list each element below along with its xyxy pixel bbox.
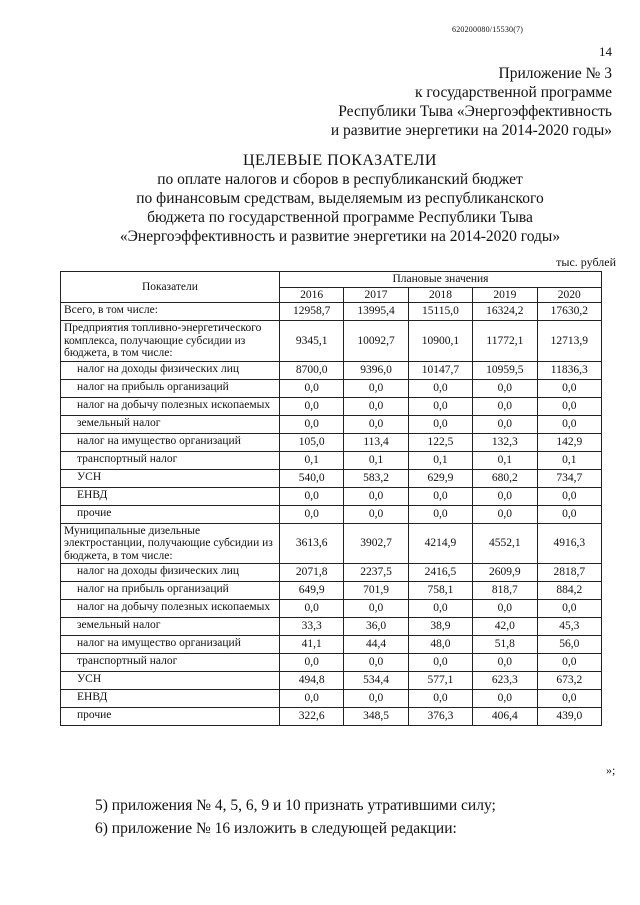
cell-value: 0,0	[408, 397, 472, 415]
table-row	[61, 690, 602, 708]
cell-value: 3613,6	[279, 523, 343, 564]
indicators-table	[60, 271, 602, 726]
cell-value: 0,0	[537, 654, 601, 672]
cell-value: 11772,1	[473, 321, 537, 362]
cell-value: 348,5	[344, 708, 408, 726]
cell-value: 9345,1	[279, 321, 343, 362]
cell-value: 0,0	[537, 397, 601, 415]
row-label: транспортный налог	[61, 451, 280, 469]
cell-value: 0,0	[537, 600, 601, 618]
cell-value: 439,0	[537, 708, 601, 726]
cell-value: 0,0	[473, 654, 537, 672]
cell-value: 0,0	[473, 397, 537, 415]
cell-value: 494,8	[279, 672, 343, 690]
cell-value: 3902,7	[344, 523, 408, 564]
table-row	[61, 523, 602, 564]
table-row	[61, 618, 602, 636]
cell-value: 17630,2	[537, 303, 601, 321]
cell-value: 36,0	[344, 618, 408, 636]
title-line: по оплате налогов и сборов в республиканский бюджет	[157, 171, 523, 188]
cell-value: 0,0	[408, 600, 472, 618]
paragraph-6: 6) приложение № 16 изложить в следующей редакции:	[95, 820, 457, 837]
cell-value: 15115,0	[408, 303, 472, 321]
cell-value: 4214,9	[408, 523, 472, 564]
cell-value: 8700,0	[279, 361, 343, 379]
cell-value: 0,0	[279, 487, 343, 505]
cell-value: 0,1	[279, 451, 343, 469]
cell-value: 12713,9	[537, 321, 601, 362]
table-row	[61, 433, 602, 451]
cell-value: 38,9	[408, 618, 472, 636]
cell-value: 0,0	[344, 415, 408, 433]
table-row	[61, 451, 602, 469]
cell-value: 0,1	[537, 451, 601, 469]
cell-value: 0,0	[473, 487, 537, 505]
cell-value: 818,7	[473, 582, 537, 600]
cell-value: 0,0	[537, 415, 601, 433]
cell-value: 0,0	[408, 379, 472, 397]
table-row	[61, 708, 602, 726]
cell-value: 0,0	[537, 505, 601, 523]
header-year: 2017	[344, 287, 408, 303]
document-title	[60, 151, 620, 246]
cell-value: 0,0	[279, 397, 343, 415]
cell-value: 0,1	[408, 451, 472, 469]
cell-value: 142,9	[537, 433, 601, 451]
table-body	[61, 303, 602, 726]
table-row	[61, 505, 602, 523]
cell-value: 0,0	[344, 600, 408, 618]
row-label: налог на доходы физических лиц	[61, 564, 280, 582]
title-line: «Энергоэффективность и развитие энергетики на 2014-2020 годы»	[119, 228, 561, 245]
cell-value: 0,0	[279, 379, 343, 397]
cell-value: 0,0	[344, 505, 408, 523]
header-year: 2016	[279, 287, 343, 303]
cell-value: 51,8	[473, 636, 537, 654]
cell-value: 33,3	[279, 618, 343, 636]
document-number: 620200080/15530(7)	[452, 25, 524, 34]
cell-value: 113,4	[344, 433, 408, 451]
cell-value: 623,3	[473, 672, 537, 690]
table-row	[61, 397, 602, 415]
cell-value: 0,0	[473, 690, 537, 708]
cell-value: 0,0	[473, 600, 537, 618]
table-row	[61, 303, 602, 321]
cell-value: 42,0	[473, 618, 537, 636]
cell-value: 0,0	[344, 690, 408, 708]
cell-value: 10147,7	[408, 361, 472, 379]
row-label: земельный налог	[61, 415, 280, 433]
cell-value: 0,1	[344, 451, 408, 469]
appendix-line: и развитие энергетики на 2014-2020 годы»	[330, 122, 612, 139]
unit-label: тыс. рублей	[556, 255, 616, 269]
closing-quote-mark: »;	[606, 763, 616, 777]
cell-value: 0,0	[408, 415, 472, 433]
table-row	[61, 379, 602, 397]
paragraph-5: 5) приложения № 4, 5, 6, 9 и 10 признать утратившими силу;	[95, 797, 496, 814]
row-label: Всего, в том числе:	[61, 303, 280, 321]
cell-value: 48,0	[408, 636, 472, 654]
cell-value: 649,9	[279, 582, 343, 600]
row-label: Муниципальные дизельные электростанции, получающие субсидии из бюджета, в том числе:	[61, 523, 280, 564]
cell-value: 2416,5	[408, 564, 472, 582]
row-label: налог на имущество организаций	[61, 636, 280, 654]
row-label: налог на прибыль организаций	[61, 582, 280, 600]
page-number: 14	[599, 44, 612, 59]
cell-value: 2609,9	[473, 564, 537, 582]
cell-value: 629,9	[408, 469, 472, 487]
row-label: налог на доходы физических лиц	[61, 361, 280, 379]
cell-value: 0,0	[344, 654, 408, 672]
table-row	[61, 361, 602, 379]
cell-value: 10959,5	[473, 361, 537, 379]
cell-value: 0,0	[408, 487, 472, 505]
header-year: 2018	[408, 287, 472, 303]
cell-value: 0,0	[408, 690, 472, 708]
row-label: налог на имущество организаций	[61, 433, 280, 451]
cell-value: 10092,7	[344, 321, 408, 362]
row-label: налог на добычу полезных ископаемых	[61, 397, 280, 415]
table-row	[61, 600, 602, 618]
cell-value: 0,0	[537, 690, 601, 708]
header-planned-values: Плановые значения	[279, 272, 601, 288]
cell-value: 16324,2	[473, 303, 537, 321]
row-label: УСН	[61, 672, 280, 690]
appendix-line: Приложение № 3	[498, 65, 612, 82]
cell-value: 122,5	[408, 433, 472, 451]
cell-value: 0,0	[279, 505, 343, 523]
table-row	[61, 415, 602, 433]
row-label: прочие	[61, 505, 280, 523]
cell-value: 0,0	[537, 487, 601, 505]
row-label: налог на прибыль организаций	[61, 379, 280, 397]
cell-value: 4552,1	[473, 523, 537, 564]
cell-value: 45,3	[537, 618, 601, 636]
cell-value: 12958,7	[279, 303, 343, 321]
cell-value: 884,2	[537, 582, 601, 600]
cell-value: 534,4	[344, 672, 408, 690]
cell-value: 0,0	[408, 505, 472, 523]
cell-value: 758,1	[408, 582, 472, 600]
header-year: 2019	[473, 287, 537, 303]
table-row	[61, 487, 602, 505]
row-label: налог на добычу полезных ископаемых	[61, 600, 280, 618]
appendix-line: к государственной программе	[414, 84, 612, 101]
cell-value: 11836,3	[537, 361, 601, 379]
cell-value: 2071,8	[279, 564, 343, 582]
cell-value: 13995,4	[344, 303, 408, 321]
cell-value: 0,0	[473, 415, 537, 433]
row-label: Предприятия топливно-энергетического комплекса, получающие субсидии из бюджета, в том числе:	[61, 321, 280, 362]
table-row	[61, 469, 602, 487]
table-row	[61, 321, 602, 362]
cell-value: 10900,1	[408, 321, 472, 362]
cell-value: 0,0	[344, 379, 408, 397]
cell-value: 0,0	[344, 487, 408, 505]
cell-value: 376,3	[408, 708, 472, 726]
title-line: по финансовым средствам, выделяемым из республиканского	[136, 190, 544, 207]
cell-value: 105,0	[279, 433, 343, 451]
title-main: ЦЕЛЕВЫЕ ПОКАЗАТЕЛИ	[243, 152, 437, 169]
row-label: ЕНВД	[61, 487, 280, 505]
cell-value: 577,1	[408, 672, 472, 690]
table-row	[61, 564, 602, 582]
cell-value: 0,0	[279, 415, 343, 433]
cell-value: 406,4	[473, 708, 537, 726]
cell-value: 0,0	[279, 690, 343, 708]
cell-value: 0,0	[537, 379, 601, 397]
cell-value: 540,0	[279, 469, 343, 487]
table-row	[61, 582, 602, 600]
cell-value: 4916,3	[537, 523, 601, 564]
cell-value: 2818,7	[537, 564, 601, 582]
cell-value: 0,0	[279, 654, 343, 672]
row-label: прочие	[61, 708, 280, 726]
cell-value: 680,2	[473, 469, 537, 487]
header-year: 2020	[537, 287, 601, 303]
cell-value: 44,4	[344, 636, 408, 654]
table-row	[61, 672, 602, 690]
cell-value: 0,0	[344, 397, 408, 415]
appendix-line: Республики Тыва «Энергоэффективность	[338, 103, 612, 120]
row-label: УСН	[61, 469, 280, 487]
row-label: земельный налог	[61, 618, 280, 636]
cell-value: 56,0	[537, 636, 601, 654]
title-line: бюджета по государственной программе Республики Тыва	[147, 209, 533, 226]
cell-value: 0,0	[279, 600, 343, 618]
appendix-heading	[252, 64, 612, 140]
cell-value: 701,9	[344, 582, 408, 600]
cell-value: 322,6	[279, 708, 343, 726]
cell-value: 132,3	[473, 433, 537, 451]
row-label: транспортный налог	[61, 654, 280, 672]
cell-value: 0,1	[473, 451, 537, 469]
cell-value: 0,0	[473, 379, 537, 397]
cell-value: 0,0	[473, 505, 537, 523]
header-indicators: Показатели	[61, 272, 280, 303]
table-row	[61, 654, 602, 672]
cell-value: 673,2	[537, 672, 601, 690]
row-label: ЕНВД	[61, 690, 280, 708]
cell-value: 41,1	[279, 636, 343, 654]
cell-value: 0,0	[408, 654, 472, 672]
table-row	[61, 636, 602, 654]
cell-value: 2237,5	[344, 564, 408, 582]
cell-value: 9396,0	[344, 361, 408, 379]
cell-value: 583,2	[344, 469, 408, 487]
cell-value: 734,7	[537, 469, 601, 487]
